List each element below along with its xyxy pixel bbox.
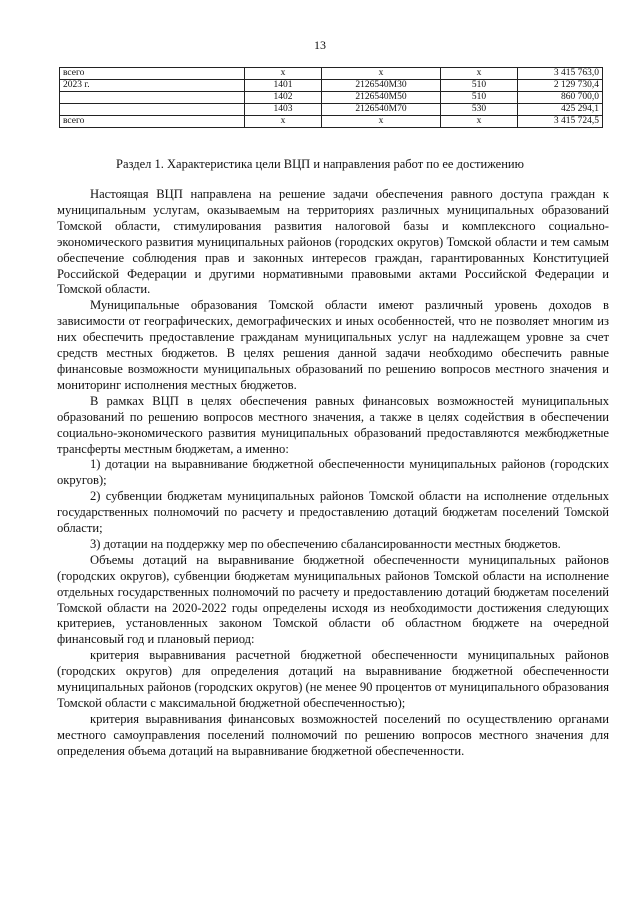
cell-code: x bbox=[245, 116, 322, 128]
paragraph: Настоящая ВЦП направлена на решение задачи обеспечения равного доступа граждан к муниципальным услугам, оказываемым на территориях различных муниципальных образований Томской области, стимулирования развития налоговой базы и комплексного социально-экономического развития муниципальных районов (городских округов) Томской области и тем самым обеспечение соблюдения прав и законных интересов граждан, гарантированных Конституцией Российской Федерации и другими нормативными правовыми актами Российской Федерации и Томской области. bbox=[57, 187, 609, 297]
table-row bbox=[60, 80, 603, 92]
table-row bbox=[60, 104, 603, 116]
cell-amount: 3 415 763,0 bbox=[518, 68, 603, 80]
cell-amount: 2 129 730,4 bbox=[518, 80, 603, 92]
cell-amount: 860 700,0 bbox=[518, 92, 603, 104]
table-row bbox=[60, 92, 603, 104]
criterion-item: критерия выравнивания финансовых возможностей поселений по осуществлению органами местного самоуправления поселений полномочий по решению вопросов местного значения для определения объема дотаций на выравнивание бюджетной обеспеченности. bbox=[57, 711, 609, 758]
list-item: 3) дотации на поддержку мер по обеспечению сбалансированности местных бюджетов. bbox=[90, 536, 561, 551]
list-item: 2) субвенции бюджетам муниципальных районов Томской области на исполнение отдельных государственных полномочий по расчету и предоставлению дотаций бюджетам поселений Томской области; bbox=[57, 489, 609, 536]
page-number: 13 bbox=[314, 38, 326, 52]
cell-target-article: 2126540M50 bbox=[322, 92, 441, 104]
cell-expense-type: 510 bbox=[441, 92, 518, 104]
cell-label: всего bbox=[60, 68, 245, 80]
cell-expense-type: 510 bbox=[441, 80, 518, 92]
cell-label bbox=[60, 104, 245, 116]
paragraph: Муниципальные образования Томской области имеют различный уровень доходов в зависимости от географических, демографических и иных особенностей, что не позволяет многим из них обеспечить предоставление гражданам муниципальных услуг на надлежащем уровне за счет средств местных бюджетов. В целях решения данной задачи необходимо обеспечить равные финансовые возможности муниципальных образований по решению вопросов местного значения и мониторинг исполнения местных бюджетов. bbox=[57, 298, 609, 392]
cell-expense-type: 530 bbox=[441, 104, 518, 116]
cell-label: 2023 г. bbox=[60, 80, 245, 92]
paragraph: Объемы дотаций на выравнивание бюджетной обеспеченности муниципальных районов (городских округов), субвенции бюджетам муниципальных районов Томской области на исполнение отдельных государственных полномочий по расчету и предоставлению дотаций бюджетам поселений Томской области на 2020-2022 годы определены исходя из необходимости достижения следующих критериев, установленных законом Томской области об областном бюджете на очередной финансовый год и плановый период: bbox=[57, 552, 609, 647]
cell-expense-type: x bbox=[441, 116, 518, 128]
criterion-item: критерия выравнивания расчетной бюджетной обеспеченности муниципальных районов (городских округов) для определения дотаций на выравнивание бюджетной обеспеченности муниципальных районов (городских округов) (не менее 90 процентов от муниципального образования Томской области с максимальной бюджетной обеспеченностью); bbox=[57, 648, 609, 710]
paragraph: В рамках ВЦП в целях обеспечения равных финансовых возможностей муниципальных образований по решению вопросов местного значения, а также в целях содействия в обеспечении социально-экономического развития муниципальных образований предоставляются межбюджетные трансферты местным бюджетам, а именно: bbox=[57, 393, 609, 456]
budget-table bbox=[59, 67, 603, 128]
body-text bbox=[57, 187, 609, 760]
cell-expense-type: x bbox=[441, 68, 518, 80]
cell-target-article: x bbox=[322, 68, 441, 80]
table-row bbox=[60, 68, 603, 80]
cell-target-article: 2126540M30 bbox=[322, 80, 441, 92]
cell-amount: 425 294,1 bbox=[518, 104, 603, 116]
cell-code: x bbox=[245, 68, 322, 80]
list-item: 1) дотации на выравнивание бюджетной обеспеченности муниципальных районов (городских округов); bbox=[57, 457, 609, 488]
cell-amount: 3 415 724,5 bbox=[518, 116, 603, 128]
cell-code: 1401 bbox=[245, 80, 322, 92]
cell-label bbox=[60, 92, 245, 104]
cell-target-article: 2126540M70 bbox=[322, 104, 441, 116]
cell-label: всего bbox=[60, 116, 245, 128]
table-row bbox=[60, 116, 603, 128]
cell-code: 1402 bbox=[245, 92, 322, 104]
section-heading: Раздел 1. Характеристика цели ВЦП и направления работ по ее достижению bbox=[116, 157, 524, 171]
cell-code: 1403 bbox=[245, 104, 322, 116]
cell-target-article: x bbox=[322, 116, 441, 128]
